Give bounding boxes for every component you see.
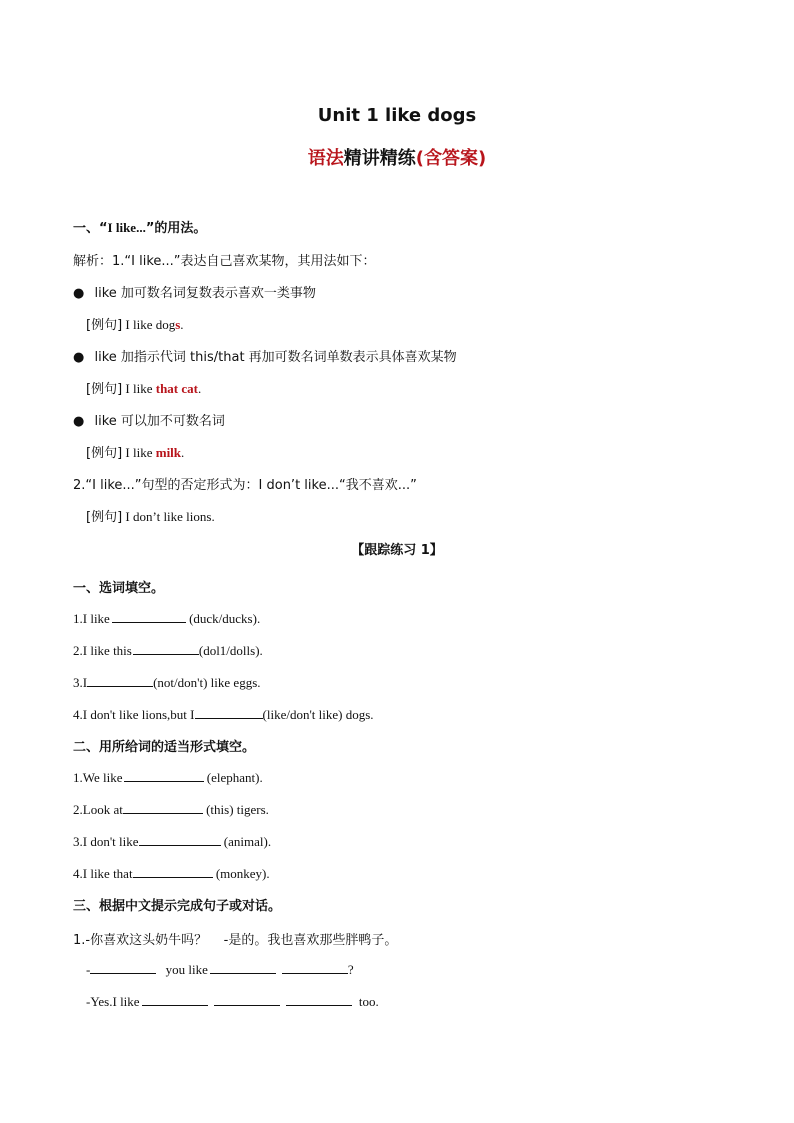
answer-blank[interactable] <box>112 610 186 623</box>
answer-blank[interactable] <box>133 865 213 878</box>
dialogue-line: -Yes.I like too. <box>86 994 379 1009</box>
exercise-item: 2.I like this (dol1/dolls). <box>73 643 263 658</box>
exercise-item: 2.Look at (this) tigers. <box>73 802 269 817</box>
dialogue-line: - you like ? <box>86 962 354 977</box>
practice-title: 【跟踪练习 1】 <box>351 543 443 558</box>
answer-blank[interactable] <box>214 993 280 1006</box>
exercise-prompt: 1.-你喜欢这头奶牛吗？ -是的。我也喜欢那些胖鸭子。 <box>73 933 398 948</box>
exercise-item: 4.I like that (monkey). <box>73 866 270 881</box>
answer-blank[interactable] <box>124 769 204 782</box>
answer-blank[interactable] <box>90 961 156 974</box>
bullet-item: ● like 可以加不可数名词 <box>73 414 225 429</box>
answer-blank[interactable] <box>133 642 199 655</box>
answer-blank[interactable] <box>87 674 153 687</box>
answer-blank[interactable] <box>142 993 208 1006</box>
answer-blank[interactable] <box>282 961 348 974</box>
exercise-item: 3.I (not/don't) like eggs. <box>73 675 261 690</box>
subtitle-answers: (含答案) <box>415 148 487 169</box>
answer-blank[interactable] <box>210 961 276 974</box>
answer-blank[interactable] <box>195 706 263 719</box>
example-sentence: [例句] I like milk. <box>86 445 185 461</box>
bullet-item: ● like 加指示代词 this/that 再加可数名词单数表示具体喜欢某物 <box>73 350 457 365</box>
part1-heading: 一、选词填空。 <box>73 581 165 596</box>
answer-blank[interactable] <box>123 801 203 814</box>
bullet-item: ● like 加可数名词复数表示喜欢一类事物 <box>73 286 316 301</box>
subtitle-grammar: 语法 <box>307 148 344 169</box>
answer-blank[interactable] <box>139 833 221 846</box>
answer-blank[interactable] <box>286 993 352 1006</box>
example-sentence: [例句] I don’t like lions. <box>86 509 215 525</box>
section1-intro: 解析：1.“I like...”表达自己喜欢某物，其用法如下： <box>73 254 376 269</box>
exercise-item: 3.I don't like (animal). <box>73 834 272 849</box>
page-subtitle <box>0 144 794 170</box>
part3-heading: 三、根据中文提示完成句子或对话。 <box>73 899 282 914</box>
example-sentence: [例句] I like dogs. <box>86 317 184 333</box>
exercise-item: 4.I don't like lions,but I (like/don't like) dogs. <box>73 707 374 722</box>
section1-heading: 一、“I like...”的用法。 <box>73 220 207 236</box>
section1-point2: 2.“I like...”句型的否定形式为：I don’t like...“我不喜欢...” <box>73 478 417 493</box>
page-title: Unit 1 like dogs <box>317 105 477 126</box>
example-sentence: [例句] I like that cat. <box>86 381 202 397</box>
subtitle-practice: 精讲精练 <box>343 148 416 169</box>
exercise-item: 1.I like (duck/ducks). <box>73 611 261 626</box>
exercise-item: 1.We like (elephant). <box>73 770 263 785</box>
part2-heading: 二、用所给词的适当形式填空。 <box>73 740 256 755</box>
